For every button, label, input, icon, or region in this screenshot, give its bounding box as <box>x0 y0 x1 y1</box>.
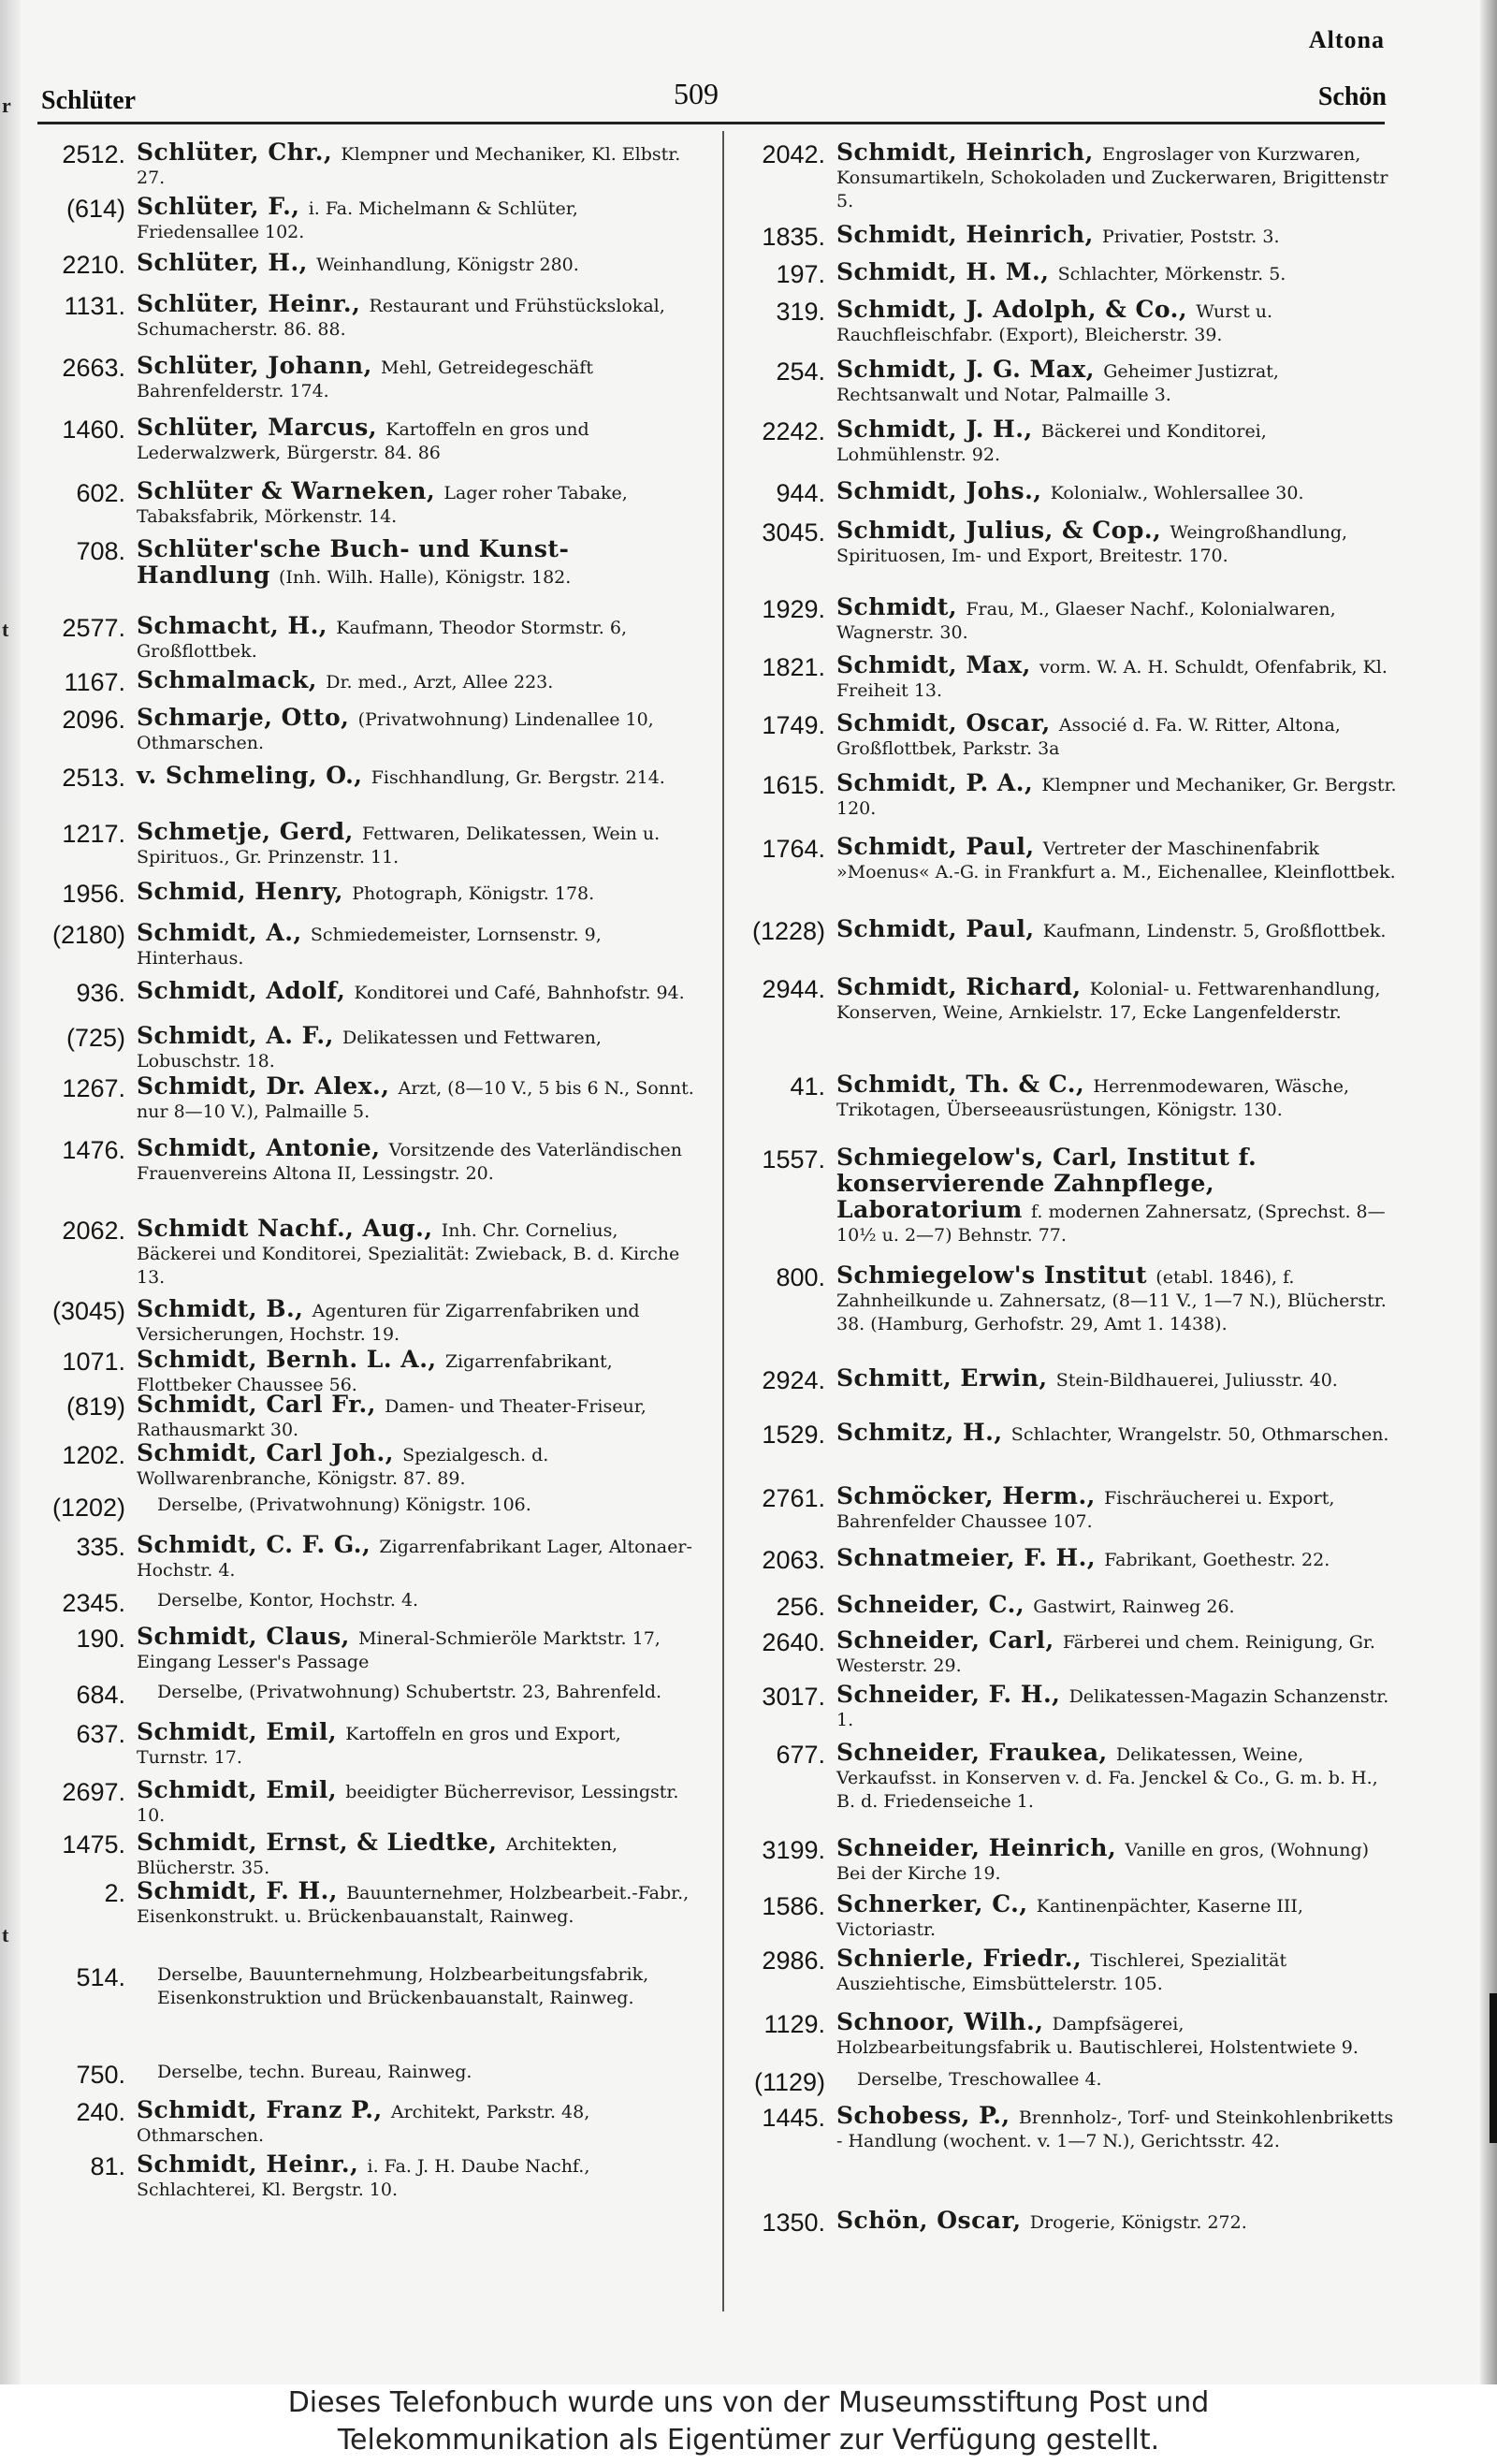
entry-name: Schmidt, Oscar, <box>836 709 1059 736</box>
header-last-entry: Schön <box>1317 82 1387 111</box>
header-city: Altona <box>1308 26 1385 53</box>
entry-details: beeidigter Bücherrevisor, Lessingstr. 10. <box>137 1782 679 1826</box>
entry-text <box>836 2104 1398 2153</box>
entry-name: Schmidt, Th. & C., <box>836 1071 1094 1098</box>
entry-details: Zigarrenfabrikant, Flottbeker Chaussee 56. <box>137 1351 613 1395</box>
entry-text <box>836 1366 1398 1392</box>
entry-details: Restaurant und Frühstückslokal, Schumacherstr. 86. 88. <box>137 296 665 340</box>
entry-details: Vertreter der Maschinenfabrik »Moenus« A.-G. in Frankfurt a. M., Eichenallee, Kleinflottbek. <box>836 838 1396 882</box>
entry-details: Lager roher Tabake, Tabaksfabrik, Mörkenstr. 14. <box>137 483 628 527</box>
entry-name: Schmiegelow's Institut <box>836 1261 1156 1289</box>
entry-text <box>137 140 698 190</box>
entry-name: Schmidt, Julius, & Cop., <box>836 517 1170 544</box>
entry-details: Geheimer Justizrat, Rechtsanwalt und Notar, Palmaille 3. <box>836 361 1279 405</box>
phone-number: (1129) <box>753 2068 825 2096</box>
phone-number: 2512. <box>62 140 125 168</box>
entry-details: (Privatwohnung) Lindenallee 10, Othmarschen. <box>137 709 654 753</box>
entry-name: Schmidt, J. Adolph, & Co., <box>836 296 1197 323</box>
phone-number: 256. <box>776 1593 825 1621</box>
entry-name: Schlüter, H., <box>137 249 317 276</box>
phone-number: 3199. <box>762 1836 825 1864</box>
phone-number: 1529. <box>762 1421 825 1449</box>
entry-details: Damen- und Theater-Friseur, Rathausmarkt 30. <box>137 1396 647 1440</box>
entry-details: Mineral-Schmieröle Marktstr. 17, Eingang Lesser's Passage <box>137 1628 661 1672</box>
entry-details: Gastwirt, Rainweg 26. <box>1033 1596 1235 1617</box>
entry-text <box>836 518 1398 568</box>
entry-name: Schmidt, Antonie, <box>137 1134 389 1161</box>
entry-text <box>137 921 698 970</box>
entry-name: Schmidt, B., <box>137 1295 312 1322</box>
entry-name: Schmidt, Paul, <box>836 833 1043 860</box>
entry-name: Schmidt, Dr. Alex., <box>137 1072 399 1100</box>
footer-notice <box>0 2384 1497 2464</box>
entry-name: Schmidt, J. H., <box>836 416 1041 443</box>
entry-text <box>836 1072 1398 1122</box>
entry-details: Dampfsägerei, Holzbearbeitungsfabrik u. Bautischlerei, Holstentwiete 9. <box>836 2014 1359 2058</box>
entry-text <box>836 917 1398 943</box>
entry-text <box>137 1392 698 1442</box>
entry-text <box>836 595 1398 645</box>
phone-number: 1267. <box>62 1074 125 1102</box>
phone-number: 1131. <box>64 292 125 320</box>
phone-number: 2345. <box>62 1589 125 1617</box>
entry-details: Bäckerei und Konditorei, Lohmühlenstr. 92. <box>836 421 1267 465</box>
entry-text <box>137 820 698 869</box>
entry-name: Schmalmack, <box>137 666 327 693</box>
phone-number: 936. <box>76 979 125 1007</box>
entry-text <box>836 479 1398 505</box>
entry-text <box>137 1136 698 1186</box>
entry-name: Schnoor, Wilh., <box>836 2008 1053 2035</box>
header-rule <box>37 122 1385 124</box>
entry-details: Kolonialw., Wohlersallee 30. <box>1050 483 1304 503</box>
entry-name: Schmidt, H. M., <box>836 258 1058 285</box>
entry-details: Klempner und Mechaniker, Gr. Bergstr. 120. <box>836 775 1397 819</box>
entry-name: Schmidt, Paul, <box>836 915 1043 942</box>
entry-details: Arzt, (8—10 V., 5 bis 6 N., Sonnt. nur 8—10 V.), Palmaille 5. <box>137 1078 694 1122</box>
phone-number: 2. <box>104 1879 125 1907</box>
entry-name: Schmidt, Heinr., <box>137 2151 368 2178</box>
entry-text <box>137 1625 698 1674</box>
phone-number: 708. <box>76 537 125 565</box>
entry-name: Schmidt, <box>836 593 967 620</box>
entry-text <box>137 614 698 663</box>
entry-details: Kaufmann, Theodor Stormstr. 6, Großflottbek. <box>137 618 627 662</box>
phone-number: 81. <box>90 2152 125 2180</box>
entry-text <box>836 1628 1398 1678</box>
entry-text <box>137 1681 719 1704</box>
phone-number: 2062. <box>62 1217 125 1245</box>
phone-number: 2761. <box>762 1484 825 1512</box>
entry-details: Tischlerei, Spezialität Ausziehtische, Eimsbüttelerstr. 105. <box>836 1950 1287 1994</box>
entry-details: Derselbe, (Privatwohnung) Königstr. 106. <box>157 1494 531 1515</box>
entry-text <box>836 1836 1398 1886</box>
margin-char: t <box>2 1923 9 1946</box>
phone-number: 254. <box>776 357 825 386</box>
entry-text <box>836 417 1398 467</box>
entry-text <box>137 880 698 906</box>
entry-name: Schmidt, Adolf, <box>137 977 355 1004</box>
entry-details: Fabrikant, Goethestr. 22. <box>1104 1550 1330 1570</box>
phone-number: 2944. <box>762 975 825 1003</box>
entry-details: Färberei und chem. Reinigung, Gr. Westerstr. 29. <box>836 1632 1375 1676</box>
entry-text <box>137 1963 719 2010</box>
entry-details: Schlachter, Wrangelstr. 50, Othmarschen. <box>1010 1424 1389 1445</box>
entry-name: Schmöcker, Herm., <box>836 1482 1105 1509</box>
phone-number: 1557. <box>762 1145 825 1174</box>
entry-text <box>836 2209 1398 2235</box>
phone-number: 2577. <box>62 614 125 642</box>
entry-details: Drogerie, Königstr. 272. <box>1029 2212 1247 2233</box>
phone-number: 944. <box>776 479 825 507</box>
entry-details: Agenturen für Zigarrenfabriken und Versicherungen, Hochstr. 19. <box>137 1301 640 1345</box>
phone-number: 1615. <box>762 771 825 799</box>
phone-number: 1956. <box>62 880 125 908</box>
entry-text <box>836 1145 1398 1247</box>
entry-name: Schmidt, Heinrich, <box>836 221 1103 248</box>
entry-text <box>137 764 698 790</box>
phone-number: 637. <box>76 1720 125 1748</box>
entry-name: Schlüter, Marcus, <box>137 414 386 441</box>
phone-number: 2697. <box>62 1778 125 1806</box>
entry-details: Spezialgesch. d. Wollwarenbranche, Königstr. 87. 89. <box>137 1445 549 1489</box>
entry-name: Schmidt, Richard, <box>836 973 1090 1000</box>
phone-number: 2063. <box>762 1546 825 1574</box>
entry-text <box>137 1024 698 1073</box>
footer-line-2: Telekommunikation als Eigentümer zur Verfügung gestellt. <box>337 2424 1160 2457</box>
entry-details: Mehl, Getreidegeschäft Bahrenfelderstr. 174. <box>137 357 593 401</box>
phone-number: 2924. <box>762 1366 825 1394</box>
entry-text <box>137 416 698 465</box>
entry-details: Privatier, Poststr. 3. <box>1102 226 1280 247</box>
entry-details: Associé d. Fa. W. Ritter, Altona, Großflottbek, Parkstr. 3a <box>836 715 1341 759</box>
phone-number: 750. <box>76 2061 125 2089</box>
phone-number: 1167. <box>64 668 125 696</box>
entry-name: Schlüter & Warneken, <box>137 477 444 504</box>
entry-text <box>836 1263 1398 1336</box>
entry-details: Konditorei und Café, Bahnhofstr. 94. <box>354 983 685 1003</box>
entry-name: Schmiegelow's, Carl, Institut f. konservierende Zahnpflege, Laboratorium <box>836 1144 1257 1223</box>
entry-text <box>137 1533 698 1582</box>
entry-details: Delikatessen-Magazin Schanzenstr. 1. <box>836 1686 1389 1730</box>
phone-number: 2640. <box>762 1628 825 1656</box>
entry-text <box>836 835 1398 884</box>
entry-details: Derselbe, Treschowallee 4. <box>857 2069 1102 2090</box>
entry-name: Schlüter, Chr., <box>137 139 342 166</box>
phone-number: 335. <box>76 1533 125 1561</box>
phone-number: 1476. <box>62 1136 125 1164</box>
entry-details: Fischhandlung, Gr. Bergstr. 214. <box>371 767 665 788</box>
entry-text <box>137 1217 698 1290</box>
entry-details: Delikatessen, Weine, Verkaufsst. in Konserven v. d. Fa. Jenckel & Co., G. m. b. H., B. d. Friedenseiche 1. <box>836 1744 1378 1812</box>
phone-number: 2096. <box>62 706 125 734</box>
entry-details: Kartoffeln en gros und Lederwalzwerk, Bürgerstr. 84. 86 <box>137 419 589 463</box>
entry-name: Schmidt, A. F., <box>137 1022 342 1049</box>
entry-name: Schmidt, Carl Joh., <box>137 1439 403 1466</box>
entry-text <box>137 1297 698 1347</box>
column-divider <box>722 131 724 2311</box>
entry-details: Weinhandlung, Königstr 280. <box>316 255 579 275</box>
entry-details: i. Fa. Michelmann & Schlüter, Friedensallee 102. <box>137 198 578 242</box>
phone-number: 2210. <box>62 251 125 279</box>
phone-number: (1202) <box>51 1494 125 1522</box>
entry-text <box>137 668 698 694</box>
entry-name: Schmidt, P. A., <box>836 769 1042 796</box>
phone-number: (614) <box>65 195 125 223</box>
entry-text <box>137 479 698 529</box>
entry-details: Kolonial- u. Fettwarenhandlung, Konserven, Weine, Arnkielstr. 17, Ecke Langenfelderstr. <box>836 979 1381 1023</box>
margin-char: t <box>2 618 9 641</box>
entry-name: Schmidt, Claus, <box>137 1623 359 1650</box>
page-left-edge <box>0 0 21 2384</box>
entry-name: Schmidt, A., <box>137 919 311 946</box>
entry-details: f. modernen Zahnersatz, (Sprechst. 8—10½ u. 2—7) Behnstr. 77. <box>836 1202 1386 1246</box>
page-edge-mark <box>1490 1993 1497 2143</box>
entry-text <box>137 292 698 342</box>
entry-details: i. Fa. J. H. Daube Nachf., Schlachterei, Kl. Bergstr. 10. <box>137 2156 590 2200</box>
entry-name: Schlüter, F., <box>137 193 309 220</box>
entry-details: Brennholz-, Torf- und Steinkohlenbriketts - Handlung (wochent. v. 1—7 N.), Gerichtsstr. 42. <box>836 2107 1394 2151</box>
entry-name: Schneider, Heinrich, <box>836 1834 1126 1861</box>
entry-name: Schobess, P., <box>836 2102 1019 2129</box>
entry-text <box>137 2098 698 2148</box>
entry-details: Fettwaren, Delikatessen, Wein u. Spirituos., Gr. Prinzenstr. 11. <box>137 824 661 868</box>
entry-name: Schlüter'sche Buch- und Kunst-Handlung <box>137 535 570 589</box>
entry-text <box>836 975 1398 1025</box>
entry-details: Schlachter, Mörkenstr. 5. <box>1057 264 1286 284</box>
entry-name: Schmidt, J. G. Max, <box>836 356 1104 383</box>
phone-number: 2986. <box>762 1946 825 1975</box>
entry-name: Schmidt Nachf., Aug., <box>137 1215 442 1242</box>
entry-text <box>137 195 698 244</box>
entry-text <box>137 537 698 590</box>
entry-details: Kartoffeln en gros und Export, Turnstr. 17. <box>137 1724 621 1768</box>
entry-name: Schmidt, Franz P., <box>137 2096 391 2123</box>
phone-number: (725) <box>65 1024 125 1052</box>
entry-details: Dr. med., Arzt, Allee 223. <box>326 672 554 693</box>
entry-name: Schmarje, Otto, <box>137 704 358 731</box>
entry-text <box>137 1441 698 1491</box>
phone-number: 1445. <box>762 2104 825 2132</box>
phone-number: 514. <box>76 1963 125 1991</box>
phone-number: 1764. <box>762 835 825 863</box>
phone-number: 1821. <box>762 653 825 681</box>
entry-text <box>836 653 1398 703</box>
entry-text <box>137 2152 698 2202</box>
entry-details: Vanille en gros, (Wohnung) Bei der Kirche 19. <box>836 1840 1370 1884</box>
header-first-entry: Schlüter <box>41 86 137 115</box>
phone-number: (2180) <box>51 921 125 949</box>
entry-details: Herrenmodewaren, Wäsche, Trikotagen, Überseeausrüstungen, Königstr. 130. <box>836 1076 1350 1120</box>
entry-details: Photograph, Königstr. 178. <box>352 883 595 904</box>
phone-number: 2663. <box>62 354 125 382</box>
entry-text <box>836 260 1398 286</box>
phone-number: 240. <box>76 2098 125 2126</box>
entry-name: Schmidt, Emil, <box>137 1776 346 1803</box>
footer-line-1: Dieses Telefonbuch wurde uns von der Museumsstiftung Post und <box>287 2386 1210 2419</box>
phone-number: 190. <box>76 1625 125 1653</box>
entry-text <box>836 1484 1398 1534</box>
phone-number: 1749. <box>762 711 825 739</box>
entry-name: Schön, Oscar, <box>836 2207 1030 2234</box>
entry-details: (etabl. 1846), f. Zahnheilkunde u. Zahnersatz, (8—11 V., 1—7 N.), Blücherstr. 38. (Hamburg, Gerhofstr. 29, Amt 1. 1438). <box>836 1267 1387 1334</box>
entry-text <box>137 1879 698 1929</box>
entry-details: Fischräucherei u. Export, Bahrenfelder Chaussee 107. <box>836 1488 1335 1532</box>
phone-number: 1350. <box>762 2209 825 2237</box>
entry-text <box>836 357 1398 407</box>
page-number: 509 <box>674 77 719 110</box>
entry-details: Engroslager von Kurzwaren, Konsumartikeln, Schokoladen und Zuckerwaren, Brigittenstr 5. <box>836 144 1388 211</box>
entry-details: Inh. Chr. Cornelius, Bäckerei und Konditorei, Spezialität: Zwieback, B. d. Kirche 13. <box>137 1220 680 1288</box>
phone-number: 2513. <box>62 764 125 792</box>
entry-text <box>836 1546 1398 1572</box>
entry-details: Weingroßhandlung, Spirituosen, Im- und Export, Breitestr. 170. <box>836 522 1348 566</box>
entry-text <box>836 1946 1398 1996</box>
phone-number: 1460. <box>62 416 125 444</box>
entry-details: Klempner und Mechaniker, Kl. Elbstr. 27. <box>137 144 681 188</box>
entry-text <box>836 2010 1398 2060</box>
entry-name: Schlüter, Johann, <box>137 352 381 379</box>
phone-number: 1586. <box>762 1892 825 1920</box>
entry-details: vorm. W. A. H. Schuldt, Ofenfabrik, Kl. Freiheit 13. <box>836 657 1388 701</box>
entry-name: Schmacht, H., <box>137 612 337 639</box>
entry-text <box>137 1720 698 1770</box>
entry-text <box>137 1494 719 1517</box>
entry-text <box>836 140 1398 213</box>
entry-text <box>137 1778 698 1828</box>
entry-text <box>137 979 698 1005</box>
entry-text <box>137 1830 698 1880</box>
entry-name: v. Schmeling, O., <box>137 762 371 789</box>
phone-number: 602. <box>76 479 125 507</box>
entry-text <box>836 711 1398 761</box>
entry-text <box>836 771 1398 821</box>
phone-number: 1129. <box>763 2010 825 2038</box>
entry-text <box>137 251 698 277</box>
entry-text <box>836 223 1398 249</box>
entry-name: Schmidt, Heinrich, <box>836 139 1103 166</box>
entry-details: Bauunternehmer, Holzbearbeit.-Fabr., Eisenkonstrukt. u. Brückenbauanstalt, Rainweg. <box>137 1883 690 1927</box>
entry-details: Derselbe, (Privatwohnung) Schubertstr. 23, Bahrenfeld. <box>157 1682 662 1702</box>
entry-name: Schneider, Carl, <box>836 1626 1063 1654</box>
phone-number: 41. <box>790 1072 825 1101</box>
entry-text <box>836 1741 1398 1814</box>
phone-number: 3045. <box>762 518 825 547</box>
entry-name: Schmetje, Gerd, <box>137 818 363 845</box>
entry-details: Delikatessen und Fettwaren, Lobuschstr. 18. <box>137 1028 602 1072</box>
entry-text <box>137 2061 719 2084</box>
entry-text <box>836 2068 1418 2092</box>
phone-number: 2242. <box>762 417 825 445</box>
entry-name: Schneider, F. H., <box>836 1681 1069 1708</box>
phone-number: 800. <box>776 1263 825 1291</box>
entry-details: Derselbe, Bauunternehmung, Holzbearbeitungsfabrik, Eisenkonstruktion und Brückenbauanstalt, Rainweg. <box>157 1964 649 2008</box>
margin-char: r <box>2 94 11 117</box>
entry-details: Wurst u. Rauchfleischfabr. (Export), Bleicherstr. 39. <box>836 301 1273 345</box>
phone-number: 684. <box>76 1681 125 1709</box>
entry-text <box>836 1593 1398 1619</box>
entry-name: Schnatmeier, F. H., <box>836 1544 1105 1571</box>
entry-text <box>137 1074 698 1124</box>
phone-number: 1202. <box>62 1441 125 1469</box>
entry-text <box>137 706 698 755</box>
entry-name: Schlüter, Heinr., <box>137 290 370 317</box>
entry-name: Schmidt, Johs., <box>836 477 1051 504</box>
entry-name: Schmidt, Max, <box>836 651 1040 678</box>
phone-number: 1217. <box>62 820 125 848</box>
phone-number: 2042. <box>762 140 825 168</box>
entry-name: Schmidt, Bernh. L. A., <box>137 1346 445 1373</box>
entry-name: Schmidt, Ernst, & Liedtke, <box>137 1829 506 1856</box>
entry-details: Architekt, Parkstr. 48, Othmarschen. <box>137 2102 590 2146</box>
phone-number: (1228) <box>751 917 825 945</box>
entry-text <box>137 354 698 403</box>
entry-text <box>137 1589 719 1612</box>
entry-name: Schmitt, Erwin, <box>836 1364 1056 1392</box>
entry-details: Derselbe, techn. Bureau, Rainweg. <box>157 2062 472 2082</box>
phone-number: 319. <box>776 298 825 326</box>
phone-number: (819) <box>65 1392 125 1421</box>
phone-number: 677. <box>776 1741 825 1769</box>
entry-details: Zigarrenfabrikant Lager, Altonaer-Hochstr. 4. <box>137 1537 692 1581</box>
entry-details: (Inh. Wilh. Halle), Königstr. 182. <box>279 567 572 588</box>
entry-details: Derselbe, Kontor, Hochstr. 4. <box>157 1590 419 1611</box>
entry-name: Schneider, Fraukea, <box>836 1739 1116 1766</box>
entry-name: Schmidt, Carl Fr., <box>137 1391 385 1418</box>
phone-number: 1475. <box>62 1830 125 1859</box>
phone-number: 1071. <box>62 1348 125 1376</box>
entry-details: Kantinenpächter, Kaserne III, Victoriastr. <box>836 1896 1303 1940</box>
entry-details: Frau, M., Glaeser Nachf., Kolonialwaren, Wagnerstr. 30. <box>836 599 1336 643</box>
entry-text <box>836 1421 1398 1447</box>
entry-name: Schnierle, Friedr., <box>836 1945 1091 1972</box>
entry-details: Kaufmann, Lindenstr. 5, Großflottbek. <box>1042 921 1387 941</box>
entry-name: Schmitz, H., <box>836 1419 1011 1446</box>
entry-details: Architekten, Blücherstr. 35. <box>137 1834 618 1878</box>
entry-details: Schmiedemeister, Lornsenstr. 9, Hinterhaus. <box>137 925 602 969</box>
phone-number: 3017. <box>762 1683 825 1711</box>
entry-name: Schmidt, F. H., <box>137 1877 347 1904</box>
entry-name: Schmid, Henry, <box>137 878 353 905</box>
entry-text <box>836 298 1398 347</box>
entry-name: Schmidt, Emil, <box>137 1718 346 1745</box>
phone-number: 197. <box>776 260 825 288</box>
phone-number: 1929. <box>762 595 825 623</box>
entry-text <box>836 1683 1398 1732</box>
entry-details: Vorsitzende des Vaterländischen Frauenvereins Altona II, Lessingstr. 20. <box>137 1140 682 1184</box>
entry-details: Stein-Bildhauerei, Juliusstr. 40. <box>1055 1370 1338 1391</box>
entry-name: Schneider, C., <box>836 1591 1034 1618</box>
phone-number: (3045) <box>51 1297 125 1325</box>
entry-name: Schmidt, C. F. G., <box>137 1531 380 1558</box>
entry-name: Schnerker, C., <box>836 1890 1037 1917</box>
entry-text <box>836 1892 1398 1942</box>
phone-number: 1835. <box>762 223 825 251</box>
